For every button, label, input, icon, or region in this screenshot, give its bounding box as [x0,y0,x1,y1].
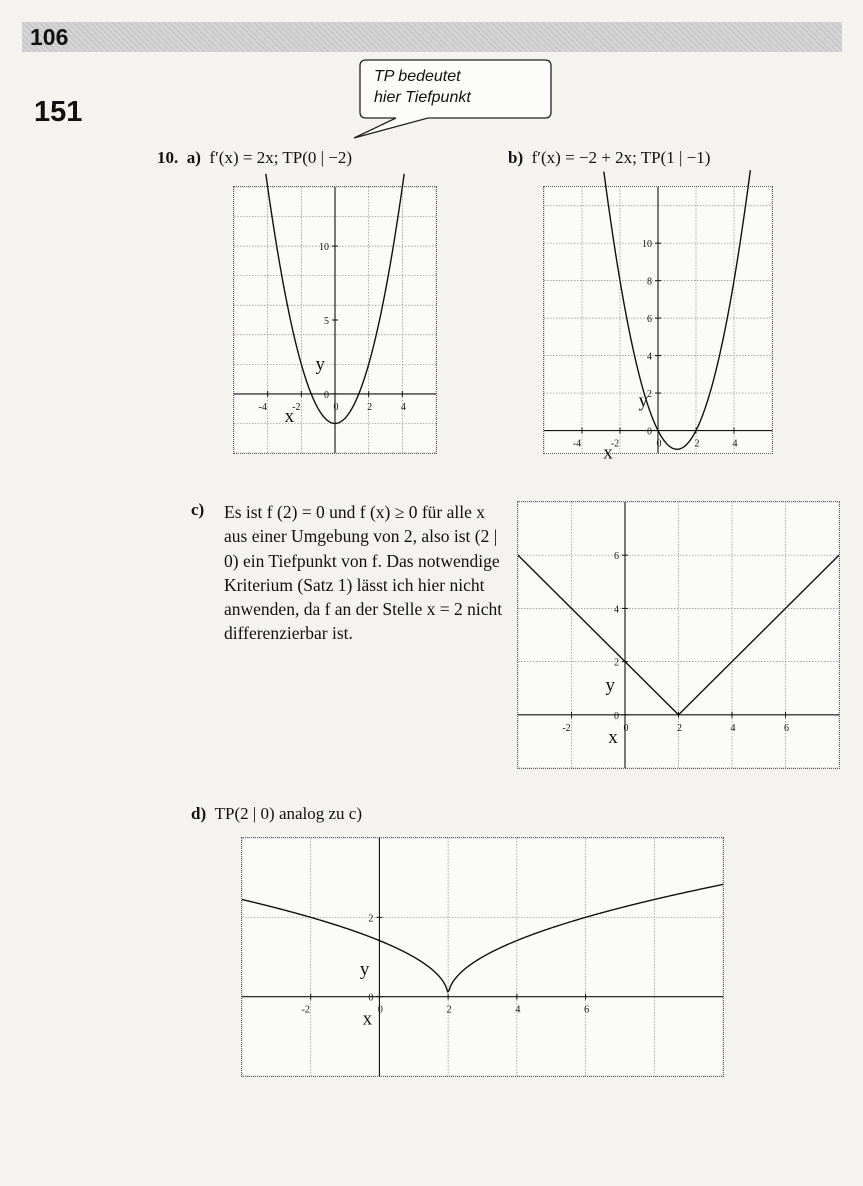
y-tick-label: 5 [324,316,329,327]
x-tick-label: 2 [677,722,682,734]
x-tick-label: 6 [584,1004,590,1016]
x-tick-label: 4 [515,1004,521,1016]
x-tick-label: -4 [258,401,267,413]
x-tick-label: 2 [367,401,373,413]
task-d-line [191,804,362,824]
chart-b-svg [544,187,772,464]
callout-line-1: TP bedeutet [374,68,461,85]
task-a-line [157,148,352,168]
callout-text [374,66,544,108]
x-axis-label: x [362,1008,373,1030]
task-b-label: b) [508,148,524,167]
page-header-bar [22,22,842,52]
y-axis-label: y [315,353,325,375]
x-tick-label: -2 [292,401,301,413]
y-tick-label: 6 [647,314,652,326]
x-tick-label: 4 [400,401,406,413]
page-number: 106 [30,24,69,50]
plot-b [543,186,773,464]
plot-a [233,186,437,454]
y-axis-label: y [359,959,370,981]
callout-line-2: hier Tiefpunkt [374,89,471,106]
y-tick-label: 4 [647,351,652,363]
x-tick-label: 2 [694,438,700,450]
x-tick-label: 4 [730,722,736,734]
y-tick-label: 2 [368,913,374,925]
chart-a-svg [234,187,436,453]
x-tick-label: -2 [610,438,620,450]
task-number: 10. [157,148,179,167]
x-tick-label: 6 [784,722,789,734]
task-d-text: TP(2 | 0) analog zu c) [214,804,363,823]
x-tick-label: 0 [623,722,629,734]
function-curve [242,884,723,991]
y-tick-label: 0 [647,426,652,438]
task-b-line [508,148,710,168]
plot-c [517,501,840,769]
y-tick-label: 10 [319,242,329,254]
exercise-number: 151 [34,96,83,128]
chart-c-svg [518,502,839,768]
chart-d-svg [242,838,723,1076]
task-c-label: c) [191,500,205,519]
y-tick-label: 10 [642,239,652,251]
task-c-text: Es ist f (2) = 0 und f (x) ≥ 0 für alle x aus einer Umgebung von 2, also ist (2 | 0) ein Tiefpunkt von f. Das notwendige Kriterium (Satz 1) lässt ich hier nicht anwenden, da f an der Stelle x = 2 nicht differenzierbar ist. [224,502,503,644]
plot-d [241,837,724,1077]
task-d-label: d) [191,804,207,823]
x-axis-label: x [603,442,613,464]
x-tick-label: 2 [446,1004,452,1016]
y-tick-label: 0 [368,992,374,1004]
y-tick-label: 0 [614,710,619,722]
task-b-text: f′(x) = −2 + 2x; TP(1 | −1) [531,148,711,167]
x-tick-label: -4 [572,438,582,450]
y-tick-label: 4 [614,604,619,616]
y-axis-label: y [638,390,648,412]
task-a-label: a) [186,148,201,167]
y-tick-label: 0 [324,389,329,401]
x-tick-label: -2 [562,722,571,734]
y-tick-label: 8 [647,276,652,288]
function-curve [604,170,750,449]
x-axis-label: x [608,726,618,748]
x-tick-label: 0 [333,401,339,413]
x-axis-label: x [284,405,295,427]
y-axis-label: y [605,674,615,696]
y-tick-label: 6 [614,551,619,563]
x-tick-label: 4 [732,438,738,450]
x-tick-label: 0 [377,1004,383,1016]
task-a-text: f′(x) = 2x; TP(0 | −2) [209,148,353,167]
x-tick-label: 0 [656,438,662,450]
x-tick-label: -2 [301,1004,310,1016]
y-tick-label: 2 [614,657,619,669]
y-tick-label: 2 [647,389,652,401]
